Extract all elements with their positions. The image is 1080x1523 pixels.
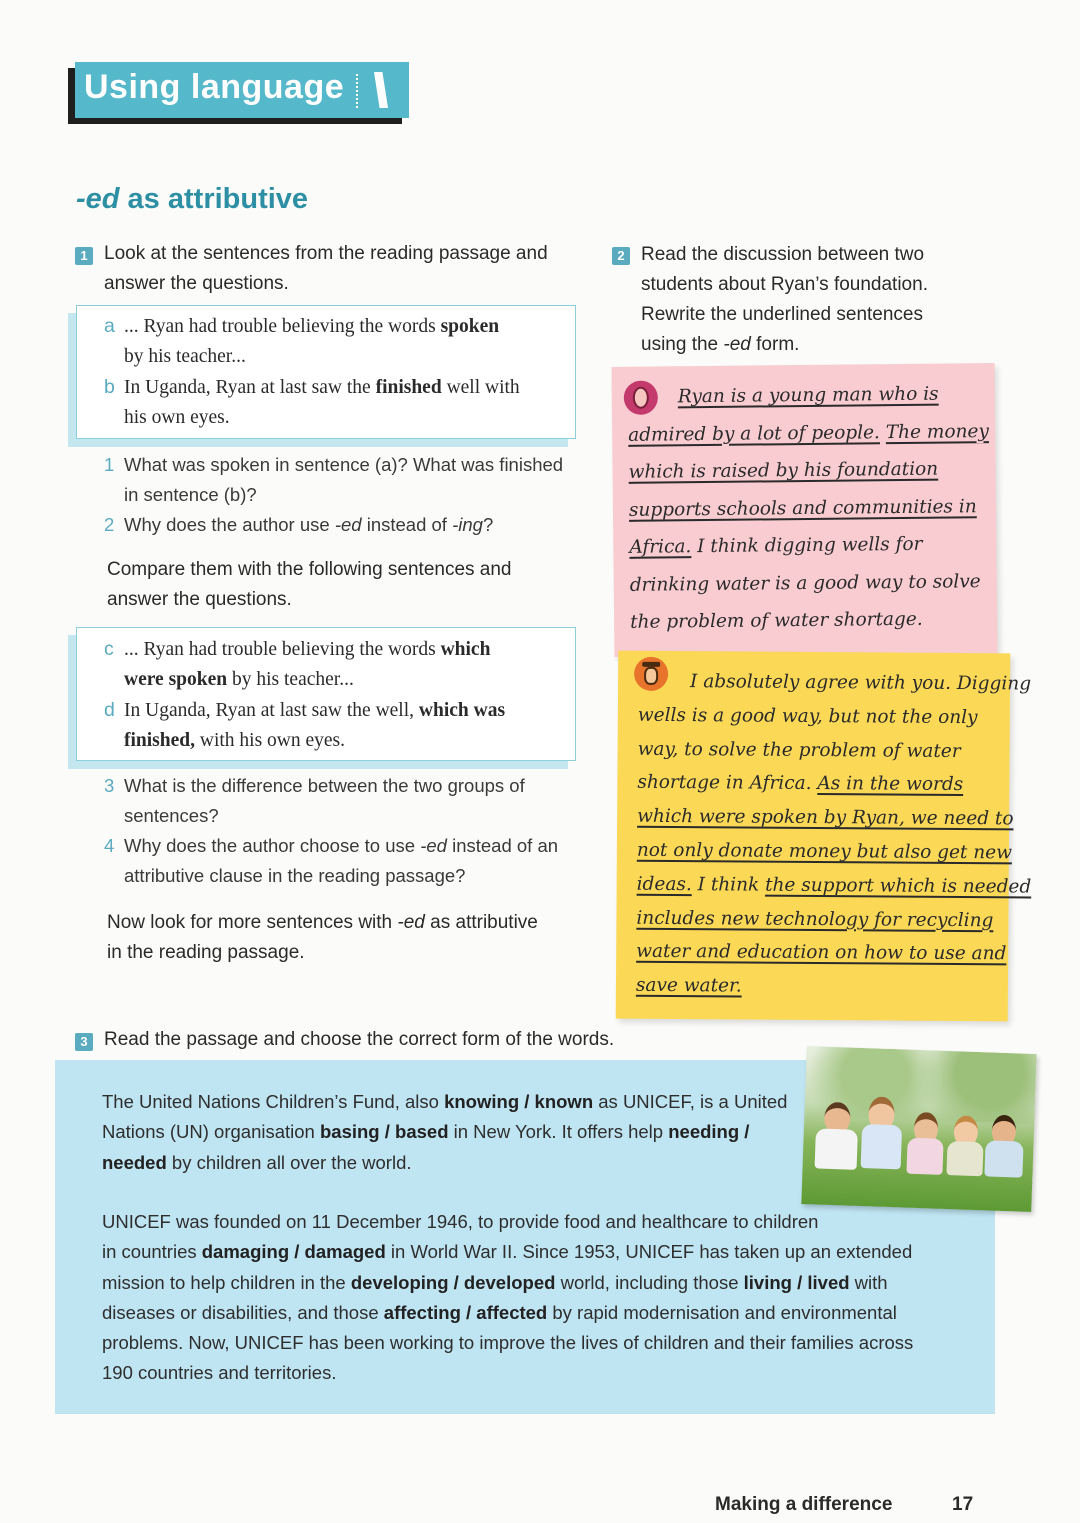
italic-ed: -ed [723,334,751,355]
instruction-text: Now look for more sentences with [107,912,398,933]
exercise-3-badge: 3 [75,1033,93,1051]
bold-word: which was [418,700,506,721]
note-line [629,488,990,529]
passage-line [102,1087,787,1117]
exercise-1-badge: 1 [75,247,93,265]
passage-text: in countries [102,1241,202,1263]
passage-paragraph-1 [102,1087,787,1178]
note-line [637,834,1032,871]
example-a-cont: by his teacher... [124,346,246,367]
example-text: ... Ryan had trouble believing the words [124,316,441,337]
bold-word: which [440,639,491,660]
child-body [861,1124,903,1169]
example-c [104,634,574,665]
underlined-sentence: not only donate money but also get new [636,839,1013,864]
instruction-text: form. [750,334,800,355]
example-letter: d [104,699,115,721]
pink-note-text [628,375,991,641]
underlined-sentence: Ryan is a young man who is [677,383,939,408]
example-b [104,372,574,403]
page-subtitle [76,183,308,216]
instruction-line: students about Ryan’s foundation. [641,274,928,295]
note-line [636,901,1031,938]
section-title: Using language [84,68,345,106]
passage-text: world, including those [555,1271,744,1293]
question-text: Why does the author use [124,514,335,535]
instruction-line: answer the questions. [107,589,292,610]
children-photo [801,1046,1036,1212]
underlined-sentence: save water. [635,974,742,997]
bold-word: finished [375,377,442,398]
underlined-sentence: The money [885,420,989,443]
instruction-line: Rewrite the underlined sentences [641,304,924,325]
example-a [104,311,574,342]
example-d-cont [104,726,574,756]
question-text: attributive clause in the reading passage? [124,865,466,886]
note-line [637,766,1032,803]
questions-3-4 [104,771,584,891]
note-line: I absolutely agree with you. Digging [690,671,1032,695]
word-choice[interactable]: basing / based [319,1121,449,1143]
question-text: Why does the author choose to use [124,835,421,856]
note-line: wells is a good way, but not the only [637,704,978,728]
example-text: well with [441,377,520,398]
instruction-line [107,908,538,938]
exercise-3-instruction: Read the passage and choose the correct form of the words. [104,1029,615,1050]
note-line [636,935,1031,972]
passage-text: by rapid modernisation and environmental [547,1301,897,1323]
example-text: In Uganda, Ryan at last saw the [124,377,376,398]
passage-text: UNICEF was founded on 11 December 1946, to provide food and healthcare to children [102,1211,819,1232]
question-1 [104,450,584,480]
pink-discussion-note [611,363,997,657]
note-line [636,969,1031,1006]
underlined-sentence: ideas. [636,873,692,895]
question-number: 1 [104,454,115,475]
passage-paragraph-2 [102,1207,913,1389]
footer-unit-title: Making a difference [715,1494,893,1515]
yellow-note-text [636,665,1033,1006]
word-choice[interactable]: damaging / damaged [201,1241,386,1263]
question-text: What is the difference between the two groups of [124,775,525,796]
passage-line [102,1117,787,1147]
now-look-instruction [107,908,538,968]
underlined-sentence: admired by a lot of people. [628,421,880,446]
italic-ing: -ing [452,514,483,535]
word-choice[interactable]: living / lived [743,1271,850,1293]
passage-line [102,1268,913,1298]
note-text: I think [691,873,766,896]
subtitle-rest: as attributive [119,183,309,215]
example-letter: b [104,376,115,398]
note-line [628,375,989,416]
passage-line [102,1237,913,1267]
passage-text: 190 countries and territories. [102,1362,337,1384]
example-c-cont [104,665,574,695]
underlined-sentence: Africa. [629,536,692,558]
underlined-sentence: includes new technology for recycling [636,907,994,931]
passage-line [102,1148,787,1178]
question-text: instead of an [446,835,559,856]
note-line [637,868,1032,905]
questions-1-2 [104,450,584,540]
question-text: instead of [361,514,453,535]
exercise-2-badge: 2 [612,247,630,265]
question-number: 2 [104,514,115,535]
italic-ed: -ed [397,912,425,933]
note-line [628,450,989,491]
note-line [629,525,990,566]
instruction-line: Compare them with the following sentences and [107,559,512,580]
child-body [946,1141,983,1176]
example-text: In Uganda, Ryan at last saw the well, [124,700,419,721]
passage-text: in World War II. Since 1953, UNICEF has taken up an extended [385,1241,913,1263]
question-number: 3 [104,775,115,796]
yellow-discussion-note [616,651,1032,1022]
underlined-sentence: supports schools and communities in [628,495,977,521]
question-text: What was spoken in sentence (a)? What was finished [124,454,564,475]
note-line: way, to solve the problem of water [637,738,961,762]
passage-text: The United Nations Children’s Fund, also [102,1091,445,1112]
example-text: with his own eyes. [194,730,346,751]
passage-text: with [849,1271,888,1293]
child-body [906,1138,943,1175]
child-body [815,1128,858,1169]
example-b-cont: his own eyes. [124,407,230,428]
passage-text: by children all over the world. [166,1151,412,1173]
question-text: in sentence (b)? [124,484,257,505]
instruction-line: Read the discussion between two [641,244,925,265]
passage-text: mission to help children in the [102,1271,351,1293]
underlined-sentence: which is raised by his foundation [628,458,939,483]
question-text: ? [482,514,494,535]
example-sentences-ab [104,311,574,433]
note-text: I think digging wells for [691,533,923,558]
banner-divider [356,74,358,108]
bold-word: finished, [124,730,195,751]
note-line: drinking water is a good way to solve [629,570,981,596]
word-choice[interactable]: affecting / affected [383,1301,548,1323]
word-choice[interactable]: needing / [668,1121,750,1143]
passage-line [102,1207,913,1237]
page-number: 17 [952,1494,974,1515]
bold-word: spoken [440,316,500,337]
instruction-text: using the [641,334,724,355]
underlined-sentence: the support which is needed [765,874,1032,898]
passage-line [102,1298,913,1328]
example-sentences-cd [104,634,574,756]
child-body [984,1140,1023,1177]
passage-text: in New York. It offers help [448,1121,669,1143]
bold-word: were spoken [124,669,228,690]
italic-ed: -ed [334,514,362,535]
passage-text: diseases or disabilities, and those [102,1301,384,1323]
compare-instruction [107,555,512,615]
note-text: shortage in Africa. [637,772,818,795]
instruction-line: in the reading passage. [107,942,305,963]
instruction-line: Look at the sentences from the reading passage and [104,243,548,264]
passage-line [102,1328,913,1358]
question-2 [104,510,584,540]
example-d [104,695,574,726]
word-choice[interactable]: needed [102,1151,167,1173]
example-letter: a [104,315,115,337]
underlined-sentence: water and education on how to use and [636,941,1007,965]
passage-text: problems. Now, UNICEF has been working to improve the lives of children and their families across [102,1332,914,1354]
passage-text: Nations (UN) organisation [102,1121,320,1143]
italic-ed: -ed [420,835,447,856]
passage-text: as UNICEF, is a United [593,1091,788,1112]
underlined-sentence: As in the words [817,773,964,796]
question-4 [104,831,584,861]
note-line [628,413,989,454]
note-line: the problem of water shortage. [630,608,923,633]
note-line [637,800,1032,837]
instruction-line [641,330,928,360]
question-3 [104,771,584,801]
passage-line [102,1358,913,1388]
exercise-2-instruction [641,240,928,360]
word-choice[interactable]: developing / developed [350,1271,556,1293]
word-choice[interactable]: knowing / known [444,1091,594,1112]
underlined-sentence: which were spoken by Ryan, we need to [637,805,1014,830]
question-number: 4 [104,835,115,856]
exercise-1-instruction [104,239,548,299]
question-text: sentences? [124,805,219,826]
instruction-text: as attributive [424,912,538,933]
subtitle-ed: -ed [76,183,120,215]
example-text: by his teacher... [227,669,354,690]
example-text: ... Ryan had trouble believing the words [124,639,441,660]
instruction-line: answer the questions. [104,273,289,294]
example-letter: c [104,638,114,660]
